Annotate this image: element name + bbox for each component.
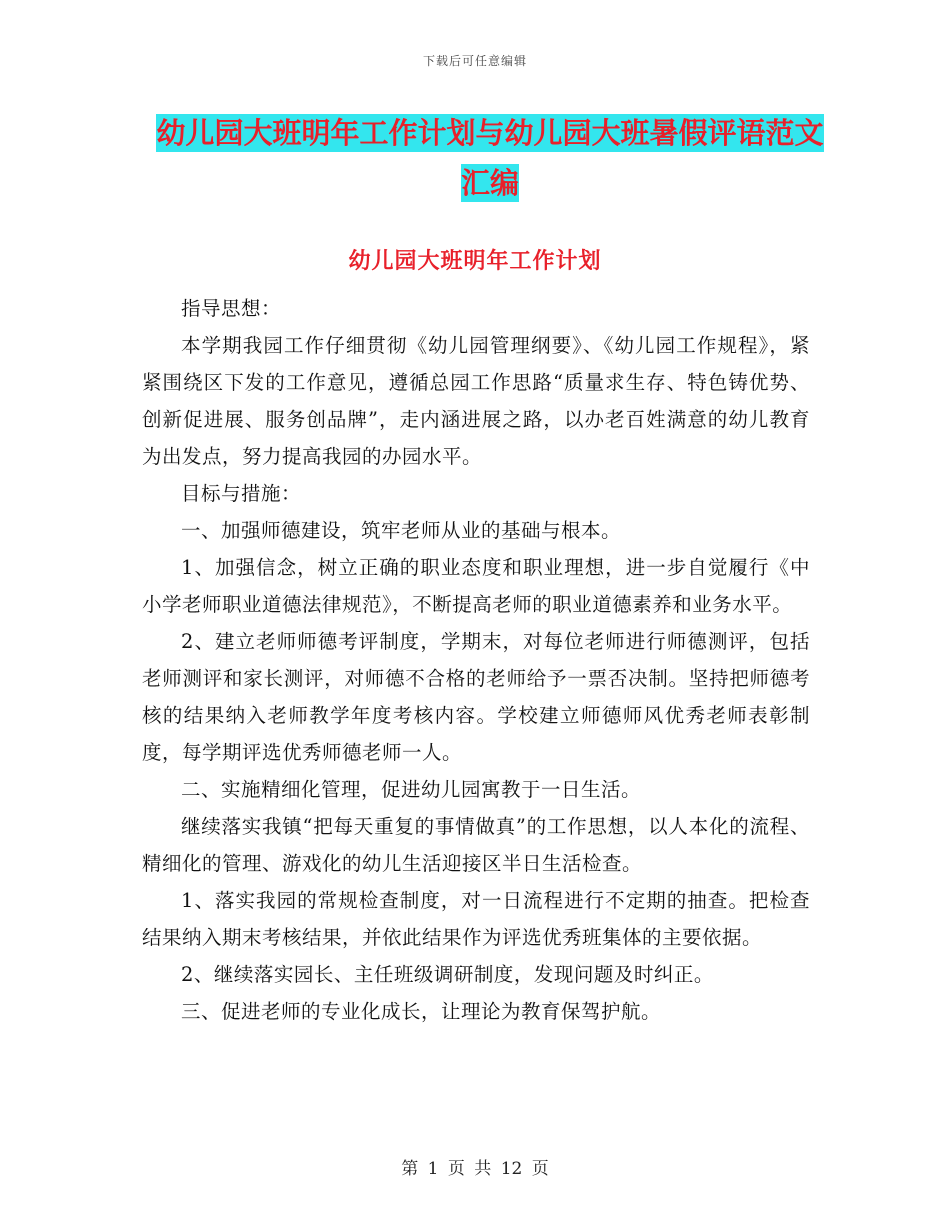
paragraph-goals-heading: 目标与措施： [181, 482, 302, 505]
document-title [140, 108, 840, 208]
paragraph-item-1-2: 2、建立老师师德考评制度，学期末，对每位老师进行师德测评，包括老师测评和家长测评，对师德不合格的老师给予一票否决制。坚持把师德考核的结果纳入老师教学年度考核内容。学校建立师德师风优秀老师表彰制度，每学期评选优秀师德老师一人。 [142, 630, 810, 764]
paragraph-section-3-heading: 三、促进老师的专业化成长，让理论为教育保驾护航。 [181, 1000, 662, 1023]
document-body [142, 290, 810, 1030]
document-title-line-2: 汇编 [460, 166, 519, 200]
paragraph-section-2-heading: 二、实施精细化管理，促进幼儿园寓教于一日生活。 [181, 778, 642, 801]
page-header-note: 下载后可任意编辑 [422, 54, 527, 68]
paragraph-guiding-ideology: 指导思想： [181, 297, 282, 320]
paragraph-section-2-intro: 继续落实我镇“把每天重复的事情做真”的工作思想，以人本化的流程、精细化的管理、游戏化的幼儿生活迎接区半日生活检查。 [142, 815, 810, 875]
paragraph-item-2-2: 2、继续落实园长、主任班级调研制度，发现问题及时纠正。 [181, 963, 714, 986]
page-number: 第 1 页 共 12 页 [401, 1159, 549, 1179]
document-title-line-1: 幼儿园大班明年工作计划与幼儿园大班暑假评语范文 [156, 116, 824, 150]
section-title: 幼儿园大班明年工作计划 [348, 249, 602, 274]
paragraph-item-2-1: 1、落实我园的常规检查制度，对一日流程进行不定期的抽查。把检查结果纳入期末考核结果，并依此结果作为评选优秀班集体的主要依据。 [142, 889, 810, 949]
paragraph-item-1-1: 1、加强信念，树立正确的职业态度和职业理想，进一步自觉履行《中小学老师职业道德法律规范》，不断提高老师的职业道德素养和业务水平。 [142, 556, 810, 616]
paragraph-section-1-heading: 一、加强师德建设，筑牢老师从业的基础与根本。 [181, 519, 622, 542]
paragraph-intro: 本学期我园工作仔细贯彻《幼儿园管理纲要》、《幼儿园工作规程》，紧紧围绕区下发的工作意见，遵循总园工作思路“质量求生存、特色铸优势、创新促进展、服务创品牌”，走内涵进展之路，以办老百姓满意的幼儿教育为出发点，努力提高我园的办园水平。 [142, 334, 810, 468]
